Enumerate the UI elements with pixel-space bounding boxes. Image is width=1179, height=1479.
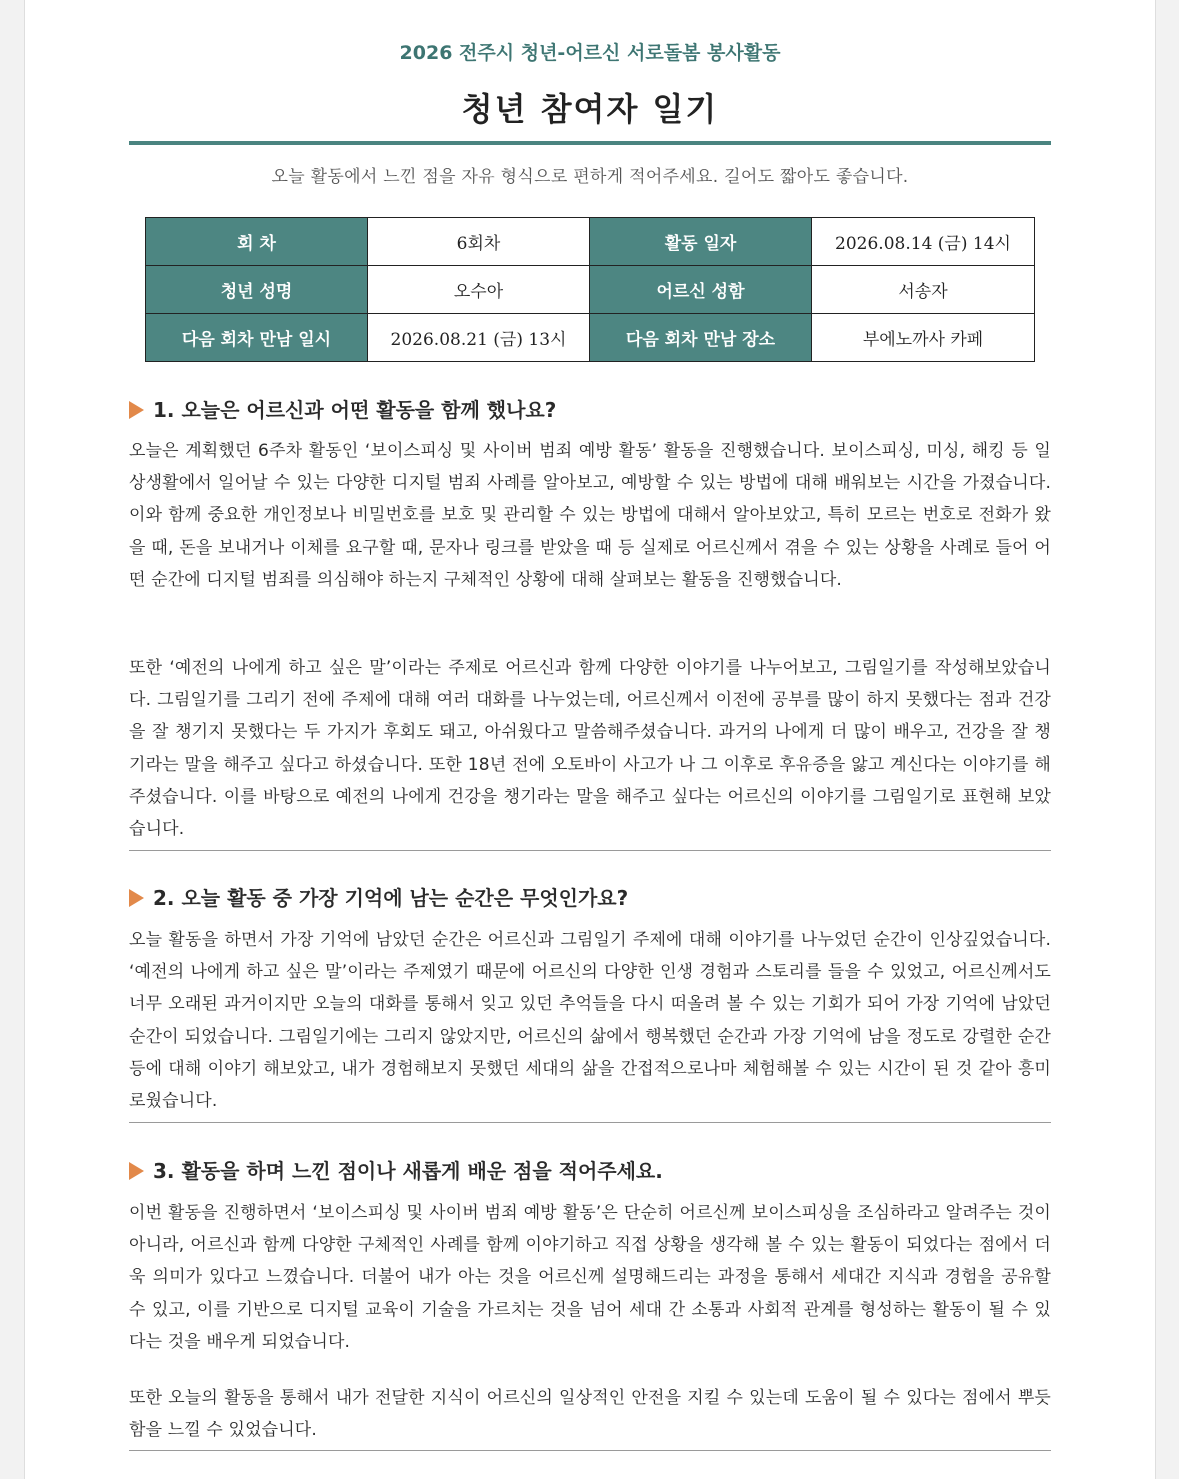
question-1-heading — [129, 394, 1051, 423]
section-divider — [129, 850, 1051, 851]
answer-1-paragraph-2: 또한 ‘예전의 나에게 하고 싶은 말’이라는 주제로 어르신과 함께 다양한 이야기를 나누어보고, 그림일기를 작성해보았습니다. 그림일기를 그리기 전에 주제에 대해 여러 대화를 나누었는데, 어르신께서 이전에 공부를 많이 하지 못했다는 점과 건강을 잘 챙기지 못했다는 두 가지가 후회도 돼고, 아쉬웠다고 말씀해주셨습니다. 과거의 나에게 더 많이 배우고, 건강을 잘 챙기라는 말을 해주고 싶다고 하셨습니다. 또한 18년 전에 오토바이 사고가 나 그 이후로 후유증을 앓고 계신다는 이야기를 해주셨습니다. 이를 바탕으로 예전의 나에게 건강을 챙기라는 말을 해주고 싶다는 어르신의 이야기를 그림일기로 표현해 보았습니다. — [129, 658, 1051, 840]
answer-3-paragraph-2: 또한 오늘의 활동을 통해서 내가 전달한 지식이 어르신의 일상적인 안전을 지킬 수 있는데 도움이 될 수 있다는 점에서 뿌듯함을 느낄 수 있었습니다. — [129, 1388, 1051, 1441]
table-row — [146, 266, 1035, 314]
value-next-meeting-place: 부에노까사 카페 — [812, 314, 1035, 362]
value-senior-name: 서송자 — [812, 266, 1035, 314]
value-session: 6회차 — [368, 218, 590, 266]
label-session: 회 차 — [146, 218, 368, 266]
table-row — [146, 218, 1035, 266]
question-2-text: 2. 오늘 활동 중 가장 기억에 남는 순간은 무엇인가요? — [153, 886, 629, 910]
value-youth-name: 오수아 — [368, 266, 590, 314]
section-divider — [129, 1450, 1051, 1451]
instruction-text: 오늘 활동에서 느낀 점을 자유 형식으로 편하게 적어주세요. 길어도 짧아도 좋습니다. — [271, 167, 909, 187]
page-title: 청년 참여자 일기 — [461, 90, 719, 128]
document-page — [24, 0, 1156, 1479]
question-2-heading — [129, 882, 1051, 911]
question-3-text: 3. 활동을 하며 느낀 점이나 새롭게 배운 점을 적어주세요. — [153, 1159, 663, 1183]
answer-2-paragraph-1: 오늘 활동을 하면서 가장 기억에 남았던 순간은 어르신과 그림일기 주제에 대해 이야기를 나누었던 순간이 인상깊었습니다. ‘예전의 나에게 하고 싶은 말’이라는 주제였기 때문에 어르신의 다양한 인생 경험과 스토리를 들을 수 있었고, 어르신께서도 너무 오래된 과거이지만 오늘의 대화를 통해서 잊고 있던 추억들을 다시 떠올려 볼 수 있는 기회가 되어 가장 기억에 남았던 순간이 되었습니다. 그림일기에는 그리지 않았지만, 어르신의 삶에서 행복했던 순간과 가장 기억에 남을 정도로 강렬한 순간 등에 대해 이야기 해보았고, 내가 경험해보지 못했던 세대의 삶을 간접적으로나마 체험해볼 수 있는 시간이 된 것 같아 흥미로웠습니다. — [129, 930, 1051, 1112]
triangle-bullet-icon — [129, 1162, 144, 1180]
program-subtitle: 2026 전주시 청년-어르신 서로돌봄 봉사활동 — [399, 42, 781, 64]
label-next-meeting-place: 다음 회차 만남 장소 — [590, 314, 812, 362]
label-youth-name: 청년 성명 — [146, 266, 368, 314]
section-divider — [129, 1122, 1051, 1123]
title-divider — [129, 141, 1051, 145]
answer-3-paragraph-1: 이번 활동을 진행하면서 ‘보이스피싱 및 사이버 범죄 예방 활동’은 단순히 어르신께 보이스피싱을 조심하라고 알려주는 것이 아니라, 어르신과 함께 다양한 구체적인 사례를 함께 이야기하고 직접 상황을 생각해 볼 수 있는 활동이 되었다는 점에서 더욱 의미가 있다고 느꼈습니다. 더불어 내가 아는 것을 어르신께 설명해드리는 과정을 통해서 세대간 지식과 경험을 공유할 수 있고, 이를 기반으로 디지털 교육이 기술을 가르치는 것을 넘어 세대 간 소통과 사회적 관계를 형성하는 활동이 될 수 있다는 것을 배우게 되었습니다. — [129, 1203, 1051, 1352]
question-3-heading — [129, 1155, 1051, 1184]
question-1-text: 1. 오늘은 어르신과 어떤 활동을 함께 했나요? — [153, 398, 557, 422]
value-next-meeting-time: 2026.08.21 (금) 13시 — [368, 314, 590, 362]
triangle-bullet-icon — [129, 401, 144, 419]
value-activity-date: 2026.08.14 (금) 14시 — [812, 218, 1035, 266]
label-next-meeting-time: 다음 회차 만남 일시 — [146, 314, 368, 362]
info-table — [145, 217, 1035, 362]
label-senior-name: 어르신 성함 — [590, 266, 812, 314]
label-activity-date: 활동 일자 — [590, 218, 812, 266]
answer-1-paragraph-1: 오늘은 계획했던 6주차 활동인 ‘보이스피싱 및 사이버 범죄 예방 활동’ 활동을 진행했습니다. 보이스피싱, 미싱, 해킹 등 일상생활에서 일어날 수 있는 다양한 디지털 범죄 사례를 알아보고, 예방할 수 있는 방법에 대해 배워보는 시간을 가졌습니다. 이와 함께 중요한 개인정보나 비밀번호를 보호 및 관리할 수 있는 방법에 대해서 알아보았고, 특히 모르는 번호로 전화가 왔을 때, 돈을 보내거나 이체를 요구할 때, 문자나 링크를 받았을 때 등 실제로 어르신께서 겪을 수 있는 상황을 사례로 들어 어떤 순간에 디지털 범죄를 의심해야 하는지 구체적인 상황에 대해 살펴보는 활동을 진행했습니다. — [129, 441, 1051, 590]
triangle-bullet-icon — [129, 889, 144, 907]
table-row — [146, 314, 1035, 362]
